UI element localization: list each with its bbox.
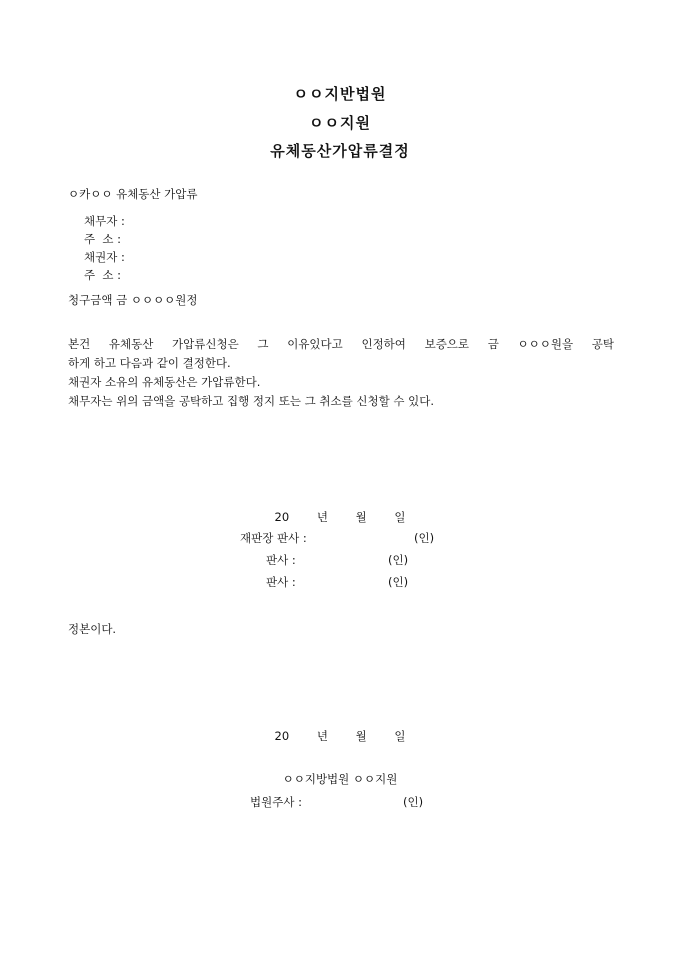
clerk-title: 법원주사 : xyxy=(250,795,302,809)
document-title: 유체동산가압류결정 xyxy=(270,142,410,160)
court-name: ㅇㅇ지반법원 xyxy=(293,85,387,103)
judge-title: 판사 : xyxy=(266,553,296,567)
date-year-unit: 년 xyxy=(316,510,328,524)
decision-body xyxy=(68,335,614,411)
body-line: 채권자 소유의 유체동산은 가압류한다. xyxy=(68,375,261,389)
party-row xyxy=(84,232,140,246)
certified-copy-note: 정본이다. xyxy=(68,622,117,636)
party-label: 주 소 : xyxy=(84,232,122,246)
party-row xyxy=(84,214,140,228)
presiding-judge-title: 재판장 판사 : xyxy=(240,531,307,545)
case-number: ㅇ카ㅇㅇ 유체동산 가압류 xyxy=(68,187,198,201)
date-month-unit: 월 xyxy=(355,729,367,743)
body-line: 하게 하고 다음과 같이 결정한다. xyxy=(68,356,231,370)
judge-seal: (인) xyxy=(388,553,409,567)
party-label: 채무자 : xyxy=(84,214,125,228)
issue-date xyxy=(0,729,680,743)
date-year-unit: 년 xyxy=(316,729,328,743)
date-year: 20 xyxy=(274,510,290,524)
party-row xyxy=(84,268,140,282)
date-year: 20 xyxy=(274,729,290,743)
body-line: 본건 유체동산 가압류신청은 그 이유있다고 인정하여 보증으로 금 ㅇㅇㅇ원을 공탁 xyxy=(68,337,614,351)
date-month-unit: 월 xyxy=(355,510,367,524)
judge-seal: (인) xyxy=(414,531,435,545)
judge-title: 판사 : xyxy=(266,575,296,589)
party-label: 주 소 : xyxy=(84,268,122,282)
party-label: 채권자 : xyxy=(84,250,125,264)
judge-seal: (인) xyxy=(388,575,409,589)
branch-name: ㅇㅇ지원 xyxy=(309,114,371,132)
date-day-unit: 일 xyxy=(394,729,406,743)
body-line: 채무자는 위의 금액을 공탁하고 집행 정지 또는 그 취소를 신청할 수 있다. xyxy=(68,394,435,408)
issuing-court: ㅇㅇ지방법원 ㅇㅇ지원 xyxy=(282,772,398,786)
date-day-unit: 일 xyxy=(394,510,406,524)
party-row xyxy=(84,250,140,264)
decision-date xyxy=(0,510,680,524)
claim-amount: 청구금액 금 ㅇㅇㅇㅇ원정 xyxy=(68,293,198,307)
clerk-seal: (인) xyxy=(403,795,424,809)
